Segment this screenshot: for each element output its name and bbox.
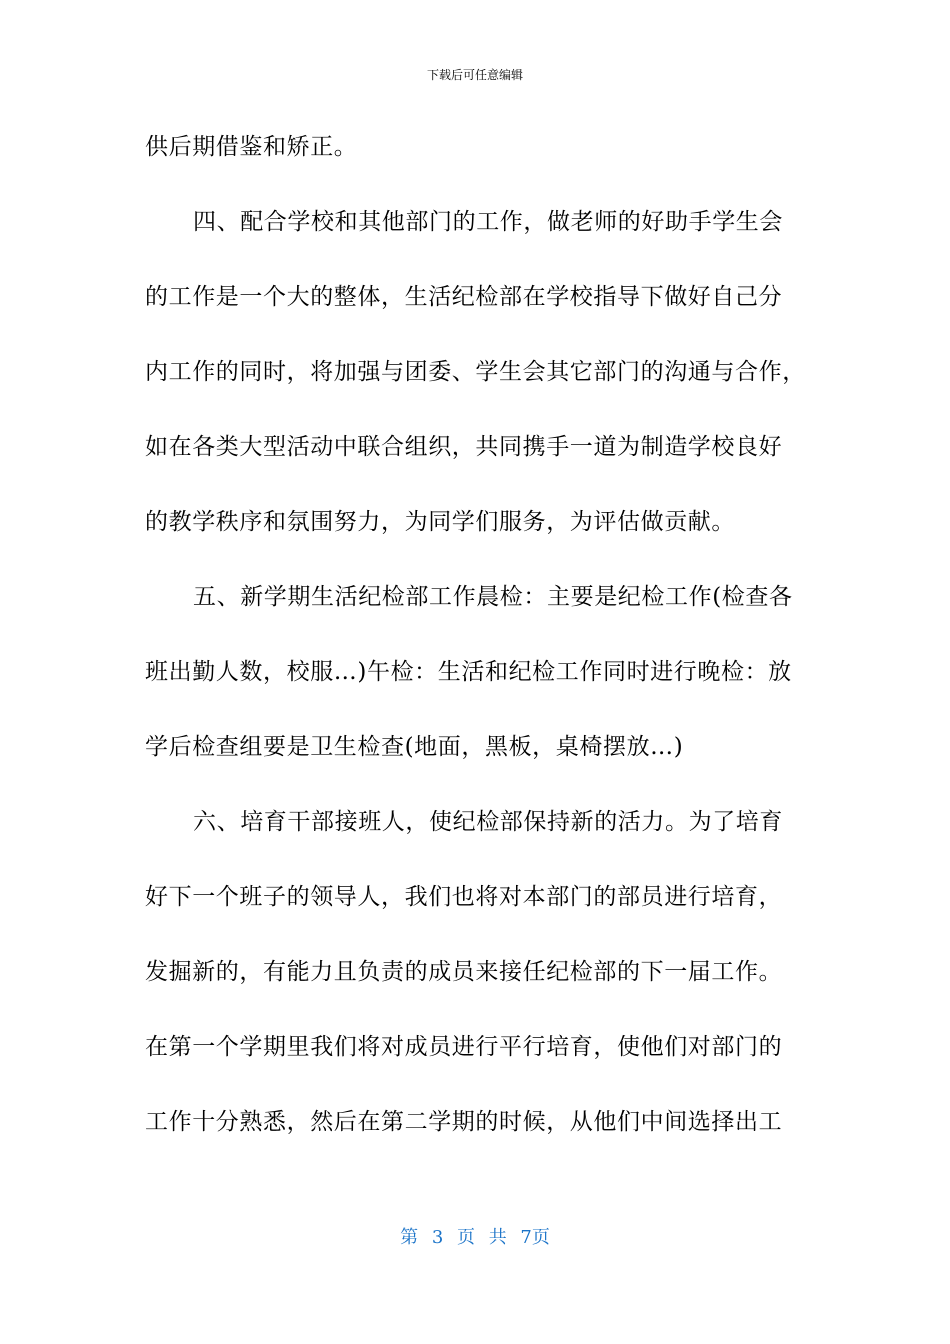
text-line: 好下一个班子的领导人，我们也将对本部门的部员进行培育， xyxy=(145,884,783,910)
page-number-footer: 第 3 页 共 7页 xyxy=(400,1227,550,1248)
text-line: 内工作的同时，将加强与团委、学生会其它部门的沟通与合作， xyxy=(145,359,806,385)
text-line: 五、新学期生活纪检部工作晨检：主要是纪检工作(检查各 xyxy=(193,584,793,610)
text-line: 班出勤人数，校服…)午检：生活和纪检工作同时进行晚检：放 xyxy=(145,659,792,685)
text-line: 供后期借鉴和矫正。 xyxy=(145,134,358,160)
page-header: 下载后可任意编辑 xyxy=(426,68,523,82)
text-line: 六、培育干部接班人，使纪检部保持新的活力。为了培育 xyxy=(193,809,783,835)
text-line: 在第一个学期里我们将对成员进行平行培育，使他们对部门的 xyxy=(145,1034,783,1060)
text-line: 学后检查组要是卫生检查(地面，黑板，桌椅摆放…) xyxy=(145,734,684,760)
text-line: 如在各类大型活动中联合组织，共同携手一道为制造学校良好 xyxy=(145,434,783,460)
text-line: 的工作是一个大的整体，生活纪检部在学校指导下做好自己分 xyxy=(145,284,783,310)
text-line: 工作十分熟悉，然后在第二学期的时候，从他们中间选择出工 xyxy=(145,1109,783,1135)
text-line: 四、配合学校和其他部门的工作，做老师的好助手学生会 xyxy=(193,209,783,235)
text-line: 的教学秩序和氛围努力，为同学们服务，为评估做贡献。 xyxy=(145,509,735,535)
text-line: 发掘新的，有能力且负责的成员来接任纪检部的下一届工作。 xyxy=(145,959,783,985)
document-body xyxy=(145,127,810,1177)
